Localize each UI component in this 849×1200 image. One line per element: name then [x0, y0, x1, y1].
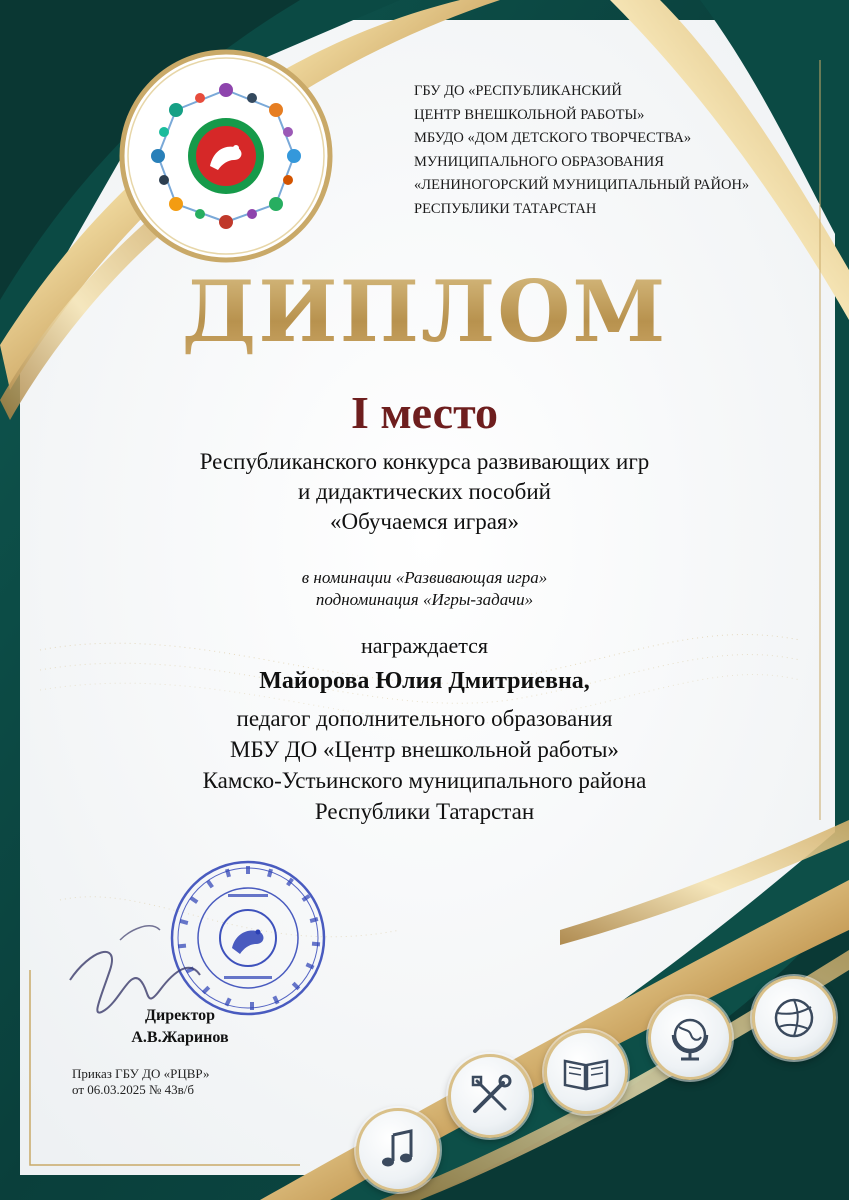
contest-line: Республиканского конкурса развивающих игр: [199, 449, 650, 474]
tools-icon: [448, 1054, 532, 1138]
award-place: I место: [350, 387, 499, 438]
nomination-line: в номинации «Развивающая игра»: [301, 568, 548, 587]
recipient-info-line: Камско-Устьинского муниципального района: [202, 768, 647, 793]
book-icon: [544, 1030, 628, 1114]
diploma-title: ДИПЛОМ: [0, 262, 849, 361]
header-line: РЕСПУБЛИКИ ТАТАРСТАН: [414, 200, 597, 217]
header-line: ЦЕНТР ВНЕШКОЛЬНОЙ РАБОТЫ»: [414, 106, 645, 123]
recipient-info-line: педагог дополнительного образования: [236, 706, 613, 731]
contest-description: [0, 447, 849, 537]
director-block: [100, 1005, 260, 1049]
contest-line: и дидактических пособий: [298, 479, 551, 504]
header-line: МУНИЦИПАЛЬНОГО ОБРАЗОВАНИЯ: [414, 153, 664, 170]
order-line: от 06.03.2025 № 43в/б: [72, 1082, 195, 1097]
order-line: Приказ ГБУ ДО «РЦВР»: [72, 1066, 210, 1081]
header-line: МБУДО «ДОМ ДЕТСКОГО ТВОРЧЕСТВА»: [414, 130, 692, 146]
contest-line: «Обучаемся играя»: [329, 509, 520, 534]
music-note-icon: [356, 1108, 440, 1192]
nomination: [0, 567, 849, 611]
organization-header: [414, 80, 834, 221]
recipient-name: Майорова Юлия Дмитриевна,: [259, 668, 590, 694]
header-line: ГБУ ДО «РЕСПУБЛИКАНСКИЙ: [414, 83, 622, 99]
recipient-info-line: Республики Татарстан: [314, 799, 535, 824]
subnomination-line: подноминация «Игры-задачи»: [315, 590, 534, 609]
order-reference: [72, 1066, 209, 1098]
recipient-info: [0, 703, 849, 827]
director-title: Директор: [145, 1007, 215, 1024]
recipient-info-line: МБУ ДО «Центр внешкольной работы»: [230, 737, 619, 762]
director-name: А.В.Жаринов: [131, 1029, 229, 1046]
organization-logo: [118, 48, 334, 264]
awarded-label: награждается: [360, 633, 488, 658]
header-line: «ЛЕНИНОГОРСКИЙ МУНИЦИПАЛЬНЫЙ РАЙОН»: [414, 177, 750, 193]
volleyball-icon: [752, 976, 836, 1060]
globe-icon: [648, 996, 732, 1080]
